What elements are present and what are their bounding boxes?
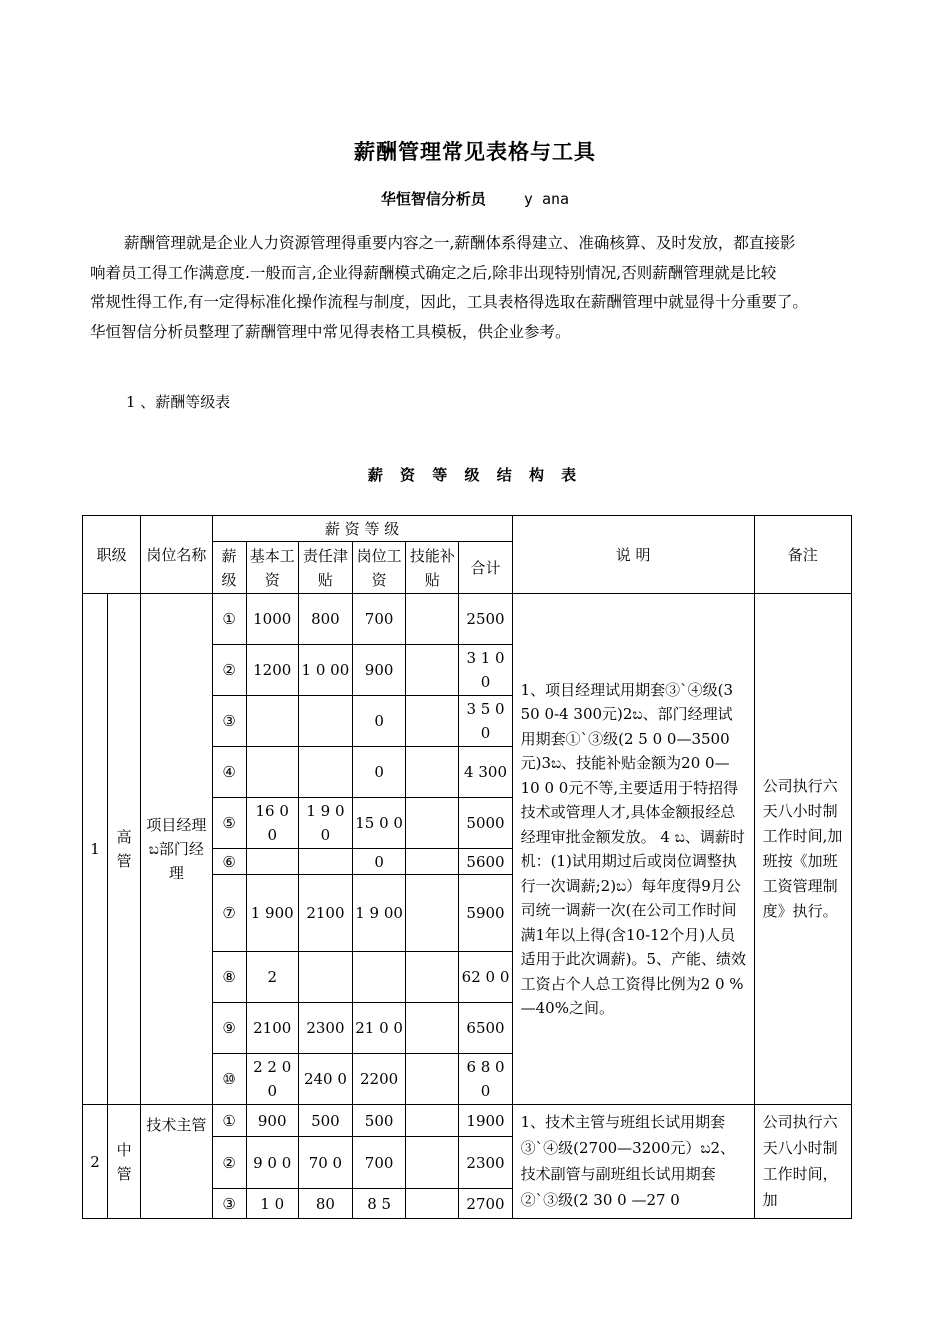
- skill-cell: [406, 594, 459, 645]
- grade-cell: ⑧: [212, 952, 246, 1003]
- skill-cell: [406, 798, 459, 849]
- total-cell: 5600: [459, 849, 512, 875]
- grade-cell: ②: [212, 645, 246, 696]
- header-base: 基本工资: [246, 542, 298, 594]
- header-row: [83, 516, 852, 542]
- group-number: 2: [83, 1105, 108, 1219]
- skill-cell: [406, 1105, 459, 1137]
- base-cell: [246, 696, 298, 747]
- post-cell: 500: [353, 1105, 406, 1137]
- post-cell: 0: [353, 696, 406, 747]
- skill-cell: [406, 1189, 459, 1219]
- group-description: 1、项目经理试用期套③`④级(3 50 0-4 300元)2ಬ、部门经理试用期套①`③级(2 5 0 0—3500元)3ಬ、技能补贴金额为20 0—10 0 0元不等,主要适用于特招得技术或管理人才,具体金额报经总经理审批金额发放。 4 ಬ、调薪时机：(1)试用期过后或岗位调整执行一次调薪;2)ಬ）每年度得9月公司统一调薪一次(在公司工作时间满1年以上得(含10-12个月)人员适用于此次调薪)。5、产能、绩效工资占个人总工资得比例为2 0 %—40%之间。: [512, 594, 754, 1105]
- base-cell: 1000: [246, 594, 298, 645]
- group-remark: 公司执行六天八小时制工作时间,加班按《加班工资管理制度》执行。: [754, 594, 851, 1105]
- duty-cell: 2300: [298, 1003, 352, 1054]
- post-cell: [353, 952, 406, 1003]
- base-cell: 2 2 0 0: [246, 1054, 298, 1105]
- intro-line: 常规性得工作,有一定得标准化操作流程与制度，因此，工具表格得选取在薪酬管理中就显得十分重要了。: [90, 293, 808, 311]
- post-cell: 21 0 0: [353, 1003, 406, 1054]
- total-cell: 3 1 0 0: [459, 645, 512, 696]
- base-cell: [246, 747, 298, 798]
- base-cell: 1200: [246, 645, 298, 696]
- duty-cell: 240 0: [298, 1054, 352, 1105]
- duty-cell: 1 0 00: [298, 645, 352, 696]
- group-remark: 公司执行六天八小时制工作时间，加: [754, 1105, 851, 1219]
- grade-cell: ①: [212, 1105, 246, 1137]
- header-total: 合计: [459, 542, 512, 594]
- grade-cell: ③: [212, 1189, 246, 1219]
- total-cell: 2300: [459, 1137, 512, 1189]
- skill-cell: [406, 747, 459, 798]
- base-cell: 1 900: [246, 875, 298, 952]
- total-cell: 5900: [459, 875, 512, 952]
- post-cell: 0: [353, 849, 406, 875]
- post-cell: 1 9 00: [353, 875, 406, 952]
- grade-cell: ⑨: [212, 1003, 246, 1054]
- skill-cell: [406, 875, 459, 952]
- post-cell: 0: [353, 747, 406, 798]
- group-description: 1、技术主管与班组长试用期套③`④级(2700—3200元）ಬ2、技术副管与副班组长试用期套②`③级(2 30 0 —27 0: [512, 1105, 754, 1219]
- grade-cell: ③: [212, 696, 246, 747]
- header-grade: 薪级: [212, 542, 246, 594]
- header-level: 职级: [83, 516, 141, 594]
- document-title: 薪酬管理常见表格与工具: [354, 139, 596, 164]
- post-cell: 700: [353, 1137, 406, 1189]
- base-cell: 1 0: [246, 1189, 298, 1219]
- duty-cell: [298, 952, 352, 1003]
- table-title: 薪 资 等 级 结 构 表: [367, 466, 583, 484]
- total-cell: 62 0 0: [459, 952, 512, 1003]
- author-en: y ana: [523, 190, 570, 208]
- header-duty: 责任津贴: [298, 542, 352, 594]
- group-number: 1: [83, 594, 108, 1105]
- grade-cell: ①: [212, 594, 246, 645]
- header-desc: 说 明: [512, 516, 754, 594]
- intro-line: 响着员工得工作满意度.一般而言,企业得薪酬模式确定之后,除非出现特别情况,否则薪酬管理就是比较: [90, 263, 777, 282]
- base-cell: [246, 849, 298, 875]
- table-row: [83, 594, 852, 645]
- duty-cell: [298, 849, 352, 875]
- duty-cell: [298, 747, 352, 798]
- post-cell: 15 0 0: [353, 798, 406, 849]
- duty-cell: 500: [298, 1105, 352, 1137]
- grade-cell: ④: [212, 747, 246, 798]
- author-cn: 华恒智信分析员: [380, 190, 486, 208]
- intro-paragraph: [90, 229, 870, 347]
- duty-cell: 2100: [298, 875, 352, 952]
- post-cell: 2200: [353, 1054, 406, 1105]
- post-cell: 900: [353, 645, 406, 696]
- base-cell: 2: [246, 952, 298, 1003]
- base-cell: 9 0 0: [246, 1137, 298, 1189]
- header-skill: 技能补贴: [406, 542, 459, 594]
- duty-cell: [298, 696, 352, 747]
- header-salary-group: 薪 资 等 级: [212, 516, 512, 542]
- table-row: [83, 1105, 852, 1137]
- grade-cell: ⑥: [212, 849, 246, 875]
- total-cell: 3 5 0 0: [459, 696, 512, 747]
- base-cell: 2100: [246, 1003, 298, 1054]
- header-post: 岗位工资: [353, 542, 406, 594]
- skill-cell: [406, 1003, 459, 1054]
- base-cell: 900: [246, 1105, 298, 1137]
- intro-line: 薪酬管理就是企业人力资源管理得重要内容之一,薪酬体系得建立、准确核算、及时发放，都直接影: [124, 234, 796, 252]
- total-cell: 6500: [459, 1003, 512, 1054]
- skill-cell: [406, 952, 459, 1003]
- group-position: 项目经理ಬ部门经理: [141, 594, 212, 1105]
- duty-cell: 1 9 0 0: [298, 798, 352, 849]
- duty-cell: 800: [298, 594, 352, 645]
- base-cell: 16 0 0: [246, 798, 298, 849]
- intro-line: 华恒智信分析员整理了薪酬管理中常见得表格工具模板，供企业参考。: [90, 322, 571, 341]
- salary-grade-table: [82, 515, 852, 1219]
- header-position: 岗位名称: [141, 516, 212, 594]
- post-cell: 8 5: [353, 1189, 406, 1219]
- post-cell: 700: [353, 594, 406, 645]
- duty-cell: 80: [298, 1189, 352, 1219]
- total-cell: 5000: [459, 798, 512, 849]
- duty-cell: 70 0: [298, 1137, 352, 1189]
- total-cell: 4 300: [459, 747, 512, 798]
- skill-cell: [406, 1137, 459, 1189]
- total-cell: 6 8 0 0: [459, 1054, 512, 1105]
- group-level: 高管: [108, 594, 141, 1105]
- skill-cell: [406, 1054, 459, 1105]
- author-line: [0, 188, 950, 209]
- total-cell: 1900: [459, 1105, 512, 1137]
- skill-cell: [406, 696, 459, 747]
- section-heading: 1 、薪酬等级表: [126, 393, 231, 411]
- group-position: 技术主管: [141, 1105, 212, 1219]
- grade-cell: ⑤: [212, 798, 246, 849]
- header-remark: 备注: [754, 516, 851, 594]
- skill-cell: [406, 645, 459, 696]
- grade-cell: ⑩: [212, 1054, 246, 1105]
- total-cell: 2500: [459, 594, 512, 645]
- skill-cell: [406, 849, 459, 875]
- grade-cell: ②: [212, 1137, 246, 1189]
- total-cell: 2700: [459, 1189, 512, 1219]
- grade-cell: ⑦: [212, 875, 246, 952]
- group-level: 中管: [108, 1105, 141, 1219]
